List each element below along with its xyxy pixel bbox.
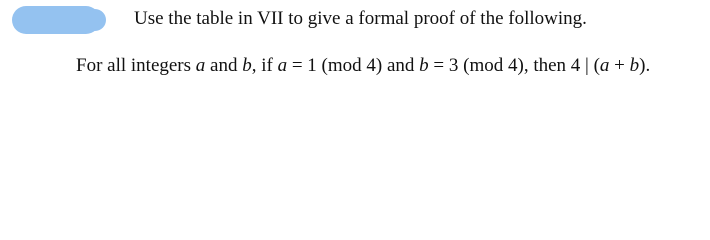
text-segment: = 3 (mod 4), then 4 | ( (428, 55, 600, 76)
variable-b: b (419, 55, 429, 76)
variable-a: a (599, 55, 610, 76)
redaction-highlight (12, 6, 100, 34)
text-segment: + (609, 55, 630, 76)
variable-a: a (277, 55, 288, 76)
variable-a: a (195, 55, 206, 76)
text-segment: ). (639, 55, 651, 76)
text-segment: , if (251, 55, 278, 76)
variable-b: b (242, 55, 252, 76)
variable-b: b (629, 55, 640, 76)
proposition-text (76, 55, 650, 77)
text-segment: and (205, 55, 243, 76)
text-segment: = 1 (mod 4) and (287, 55, 420, 76)
instruction-text: Use the table in VII to give a formal proof of the following. (134, 8, 587, 29)
text-segment: For all integers (76, 55, 196, 76)
